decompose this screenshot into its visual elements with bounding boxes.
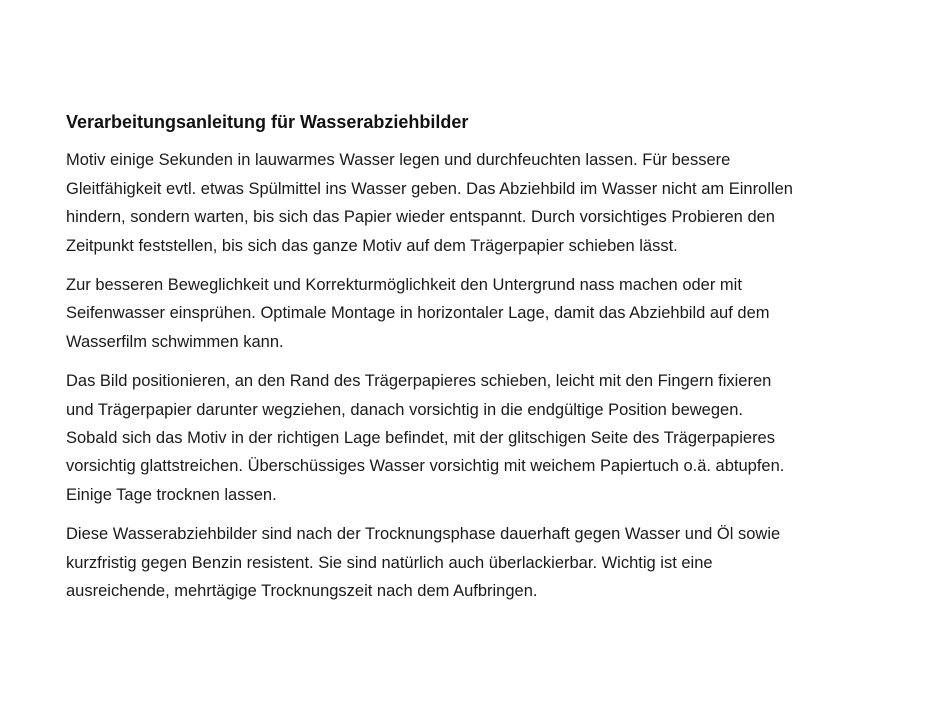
paragraph-line: Motiv einige Sekunden in lauwarmes Wasser legen und durchfeuchten lassen. Für bessere	[66, 151, 731, 170]
paragraph-line: hindern, sondern warten, bis sich das Papier wieder entspannt. Durch vorsichtiges Probieren den	[66, 208, 775, 227]
paragraph-line: Das Bild positionieren, an den Rand des Trägerpapieres schieben, leicht mit den Fingern fixieren	[66, 372, 772, 391]
paragraph-line: ausreichende, mehrtägige Trocknungszeit nach dem Aufbringen.	[66, 582, 538, 601]
paragraph-line: vorsichtig glattstreichen. Überschüssiges Wasser vorsichtig mit weichem Papiertuch o.ä. abtupfen.	[66, 457, 785, 476]
paragraph-line: Einige Tage trocknen lassen.	[66, 485, 277, 504]
paragraph-line: Zeitpunkt feststellen, bis sich das ganze Motiv auf dem Trägerpapier schieben lässt.	[66, 236, 678, 255]
paragraph-line: Sobald sich das Motiv in der richtigen Lage befindet, mit der glitschigen Seite des Trägerpapieres	[66, 429, 775, 448]
paragraph-line: Gleitfähigkeit evtl. etwas Spülmittel ins Wasser geben. Das Abziehbild im Wasser nicht am Einrollen	[66, 179, 793, 198]
document-title: Verarbeitungsanleitung für Wasserabziehbilder	[66, 112, 469, 132]
paragraph-line: Seifenwasser einsprühen. Optimale Montage in horizontaler Lage, damit das Abziehbild auf dem	[66, 304, 770, 323]
paragraph-line: kurzfristig gegen Benzin resistent. Sie sind natürlich auch überlackierbar. Wichtig ist eine	[66, 553, 713, 572]
paragraph-line: Zur besseren Beweglichkeit und Korrekturmöglichkeit den Untergrund nass machen oder mit	[66, 276, 742, 295]
document-body	[66, 146, 890, 605]
paragraph	[66, 271, 890, 356]
paragraph	[66, 520, 890, 605]
paragraph	[66, 146, 890, 260]
paragraph-line: Wasserfilm schwimmen kann.	[66, 332, 284, 351]
paragraph-line: und Trägerpapier darunter wegziehen, danach vorsichtig in die endgültige Position bewegen.	[66, 400, 743, 419]
paragraph	[66, 367, 890, 509]
paragraph-line: Diese Wasserabziehbilder sind nach der Trocknungsphase dauerhaft gegen Wasser und Öl sowie	[66, 525, 781, 544]
